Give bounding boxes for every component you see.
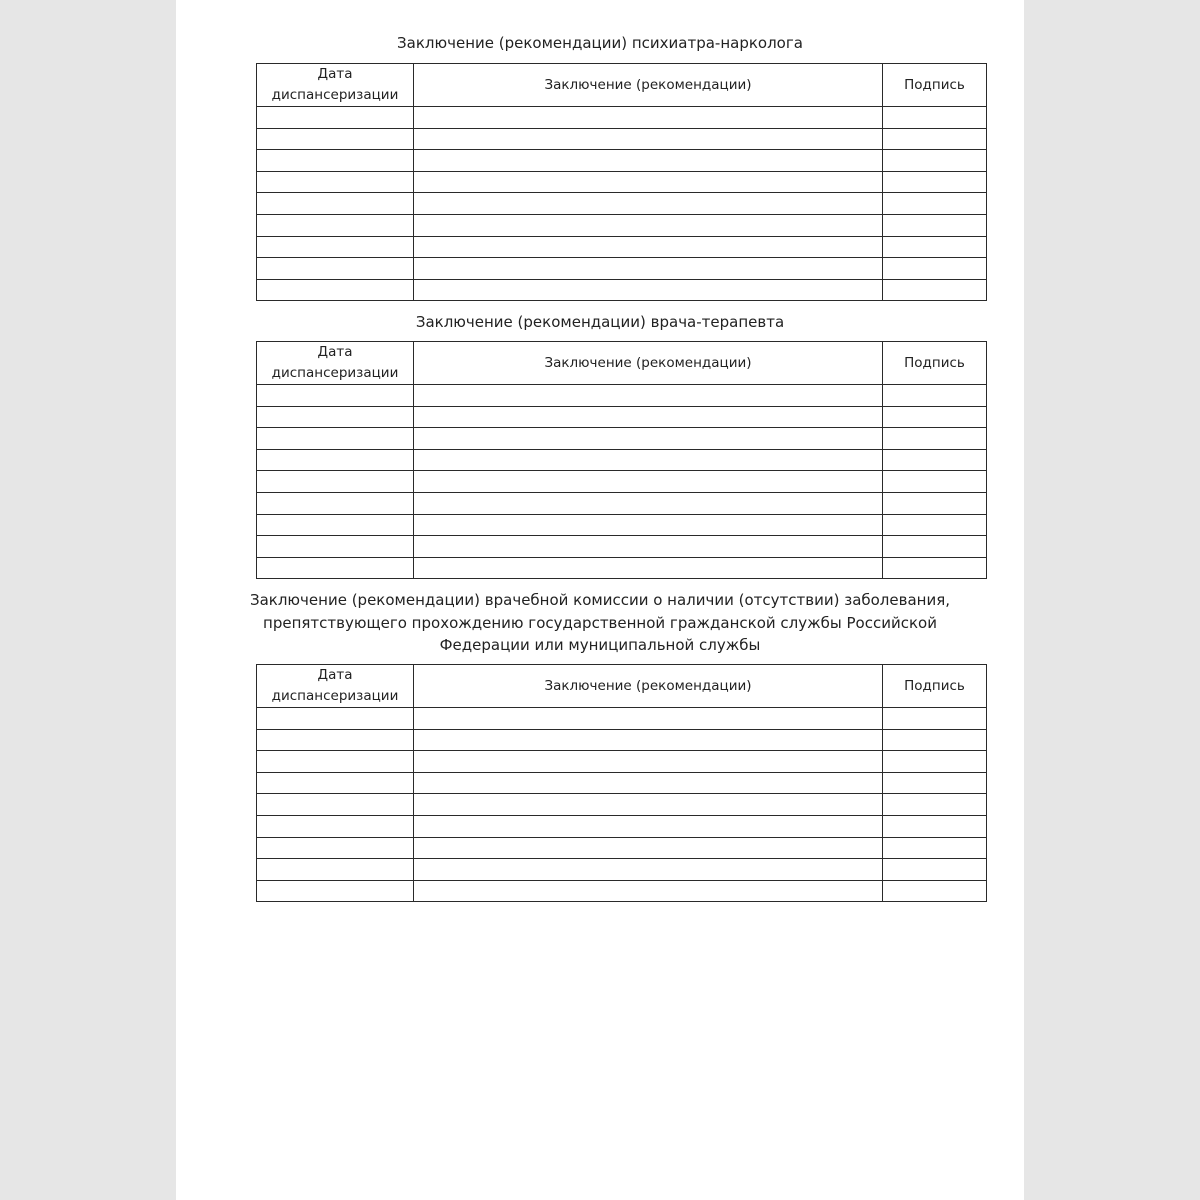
conclusion-cell[interactable] bbox=[414, 536, 883, 558]
signature-cell[interactable] bbox=[883, 214, 987, 236]
table-row bbox=[257, 150, 987, 172]
date-cell[interactable] bbox=[257, 385, 414, 407]
conclusion-cell[interactable] bbox=[414, 772, 883, 794]
date-cell[interactable] bbox=[257, 258, 414, 280]
signature-cell[interactable] bbox=[883, 729, 987, 751]
section-title-commission bbox=[176, 589, 1024, 657]
date-cell[interactable] bbox=[257, 492, 414, 514]
date-cell[interactable] bbox=[257, 128, 414, 150]
signature-cell[interactable] bbox=[883, 236, 987, 258]
date-cell[interactable] bbox=[257, 107, 414, 129]
conclusion-cell[interactable] bbox=[414, 815, 883, 837]
date-cell[interactable] bbox=[257, 772, 414, 794]
conclusion-cell[interactable] bbox=[414, 428, 883, 450]
signature-cell[interactable] bbox=[883, 150, 987, 172]
section-title-line: препятствующего прохождению государственной гражданской службы Российской bbox=[263, 613, 937, 632]
date-cell[interactable] bbox=[257, 536, 414, 558]
date-cell[interactable] bbox=[257, 880, 414, 902]
table-row bbox=[257, 536, 987, 558]
table-row bbox=[257, 751, 987, 773]
table-row bbox=[257, 236, 987, 258]
conclusion-cell[interactable] bbox=[414, 107, 883, 129]
table-row bbox=[257, 449, 987, 471]
date-cell[interactable] bbox=[257, 729, 414, 751]
table-row bbox=[257, 128, 987, 150]
table-row bbox=[257, 815, 987, 837]
column-header-date: Дата диспансеризации bbox=[257, 342, 414, 385]
table-row bbox=[257, 514, 987, 536]
table-row bbox=[257, 279, 987, 301]
date-cell[interactable] bbox=[257, 449, 414, 471]
signature-cell[interactable] bbox=[883, 772, 987, 794]
table-row bbox=[257, 772, 987, 794]
section-title-therapist: Заключение (рекомендации) врача-терапевта bbox=[415, 313, 785, 331]
table-commission bbox=[256, 664, 987, 902]
signature-cell[interactable] bbox=[883, 708, 987, 730]
table-row bbox=[257, 794, 987, 816]
table-row bbox=[257, 471, 987, 493]
conclusion-cell[interactable] bbox=[414, 471, 883, 493]
table-row bbox=[257, 214, 987, 236]
date-cell[interactable] bbox=[257, 514, 414, 536]
date-cell[interactable] bbox=[257, 837, 414, 859]
signature-cell[interactable] bbox=[883, 536, 987, 558]
date-cell[interactable] bbox=[257, 708, 414, 730]
column-header-conclusion: Заключение (рекомендации) bbox=[414, 64, 883, 107]
date-cell[interactable] bbox=[257, 751, 414, 773]
table-row bbox=[257, 859, 987, 881]
signature-cell[interactable] bbox=[883, 859, 987, 881]
date-cell[interactable] bbox=[257, 406, 414, 428]
table-row bbox=[257, 880, 987, 902]
column-header-conclusion: Заключение (рекомендации) bbox=[414, 665, 883, 708]
date-cell[interactable] bbox=[257, 236, 414, 258]
signature-cell[interactable] bbox=[883, 815, 987, 837]
column-header-signature: Подпись bbox=[883, 342, 987, 385]
conclusion-cell[interactable] bbox=[414, 214, 883, 236]
signature-cell[interactable] bbox=[883, 406, 987, 428]
section-title-line: Заключение (рекомендации) врачебной комиссии о наличии (отсутствии) заболевания, bbox=[249, 591, 951, 609]
table-row bbox=[257, 193, 987, 215]
signature-cell[interactable] bbox=[883, 557, 987, 579]
date-cell[interactable] bbox=[257, 279, 414, 301]
column-header-signature: Подпись bbox=[883, 665, 987, 708]
conclusion-cell[interactable] bbox=[414, 557, 883, 579]
table-row bbox=[257, 406, 987, 428]
conclusion-cell[interactable] bbox=[414, 859, 883, 881]
conclusion-cell[interactable] bbox=[414, 385, 883, 407]
table-row bbox=[257, 107, 987, 129]
signature-cell[interactable] bbox=[883, 471, 987, 493]
conclusion-cell[interactable] bbox=[414, 258, 883, 280]
conclusion-cell[interactable] bbox=[414, 794, 883, 816]
table-row bbox=[257, 171, 987, 193]
table-row bbox=[257, 428, 987, 450]
signature-cell[interactable] bbox=[883, 171, 987, 193]
table-row bbox=[257, 837, 987, 859]
date-cell[interactable] bbox=[257, 428, 414, 450]
conclusion-cell[interactable] bbox=[414, 150, 883, 172]
signature-cell[interactable] bbox=[883, 449, 987, 471]
date-cell[interactable] bbox=[257, 214, 414, 236]
conclusion-cell[interactable] bbox=[414, 514, 883, 536]
signature-cell[interactable] bbox=[883, 279, 987, 301]
date-cell[interactable] bbox=[257, 815, 414, 837]
conclusion-cell[interactable] bbox=[414, 236, 883, 258]
column-header-signature: Подпись bbox=[883, 64, 987, 107]
signature-cell[interactable] bbox=[883, 258, 987, 280]
table-row bbox=[257, 492, 987, 514]
conclusion-cell[interactable] bbox=[414, 729, 883, 751]
table-row bbox=[257, 385, 987, 407]
conclusion-cell[interactable] bbox=[414, 751, 883, 773]
column-header-date: Дата диспансеризации bbox=[257, 64, 414, 107]
signature-cell[interactable] bbox=[883, 794, 987, 816]
date-cell[interactable] bbox=[257, 150, 414, 172]
table-row bbox=[257, 258, 987, 280]
table-row bbox=[257, 557, 987, 579]
table-row bbox=[257, 729, 987, 751]
signature-cell[interactable] bbox=[883, 514, 987, 536]
table-header-row bbox=[257, 64, 987, 107]
section-title-line: Федерации или муниципальной службы bbox=[439, 636, 761, 654]
document-page bbox=[176, 0, 1024, 1200]
conclusion-cell[interactable] bbox=[414, 880, 883, 902]
signature-cell[interactable] bbox=[883, 492, 987, 514]
section-title-psychiatrist: Заключение (рекомендации) психиатра-нарколога bbox=[397, 34, 803, 52]
signature-cell[interactable] bbox=[883, 128, 987, 150]
table-header-row bbox=[257, 665, 987, 708]
date-cell[interactable] bbox=[257, 193, 414, 215]
table-therapist bbox=[256, 341, 987, 579]
signature-cell[interactable] bbox=[883, 880, 987, 902]
conclusion-cell[interactable] bbox=[414, 128, 883, 150]
date-cell[interactable] bbox=[257, 794, 414, 816]
signature-cell[interactable] bbox=[883, 837, 987, 859]
conclusion-cell[interactable] bbox=[414, 279, 883, 301]
conclusion-cell[interactable] bbox=[414, 708, 883, 730]
conclusion-cell[interactable] bbox=[414, 492, 883, 514]
table-row bbox=[257, 708, 987, 730]
date-cell[interactable] bbox=[257, 859, 414, 881]
conclusion-cell[interactable] bbox=[414, 837, 883, 859]
date-cell[interactable] bbox=[257, 471, 414, 493]
date-cell[interactable] bbox=[257, 557, 414, 579]
conclusion-cell[interactable] bbox=[414, 449, 883, 471]
conclusion-cell[interactable] bbox=[414, 193, 883, 215]
signature-cell[interactable] bbox=[883, 428, 987, 450]
date-cell[interactable] bbox=[257, 171, 414, 193]
signature-cell[interactable] bbox=[883, 751, 987, 773]
signature-cell[interactable] bbox=[883, 385, 987, 407]
conclusion-cell[interactable] bbox=[414, 406, 883, 428]
conclusion-cell[interactable] bbox=[414, 171, 883, 193]
column-header-date: Дата диспансеризации bbox=[257, 665, 414, 708]
table-psychiatrist bbox=[256, 63, 987, 301]
column-header-conclusion: Заключение (рекомендации) bbox=[414, 342, 883, 385]
signature-cell[interactable] bbox=[883, 107, 987, 129]
signature-cell[interactable] bbox=[883, 193, 987, 215]
table-header-row bbox=[257, 342, 987, 385]
